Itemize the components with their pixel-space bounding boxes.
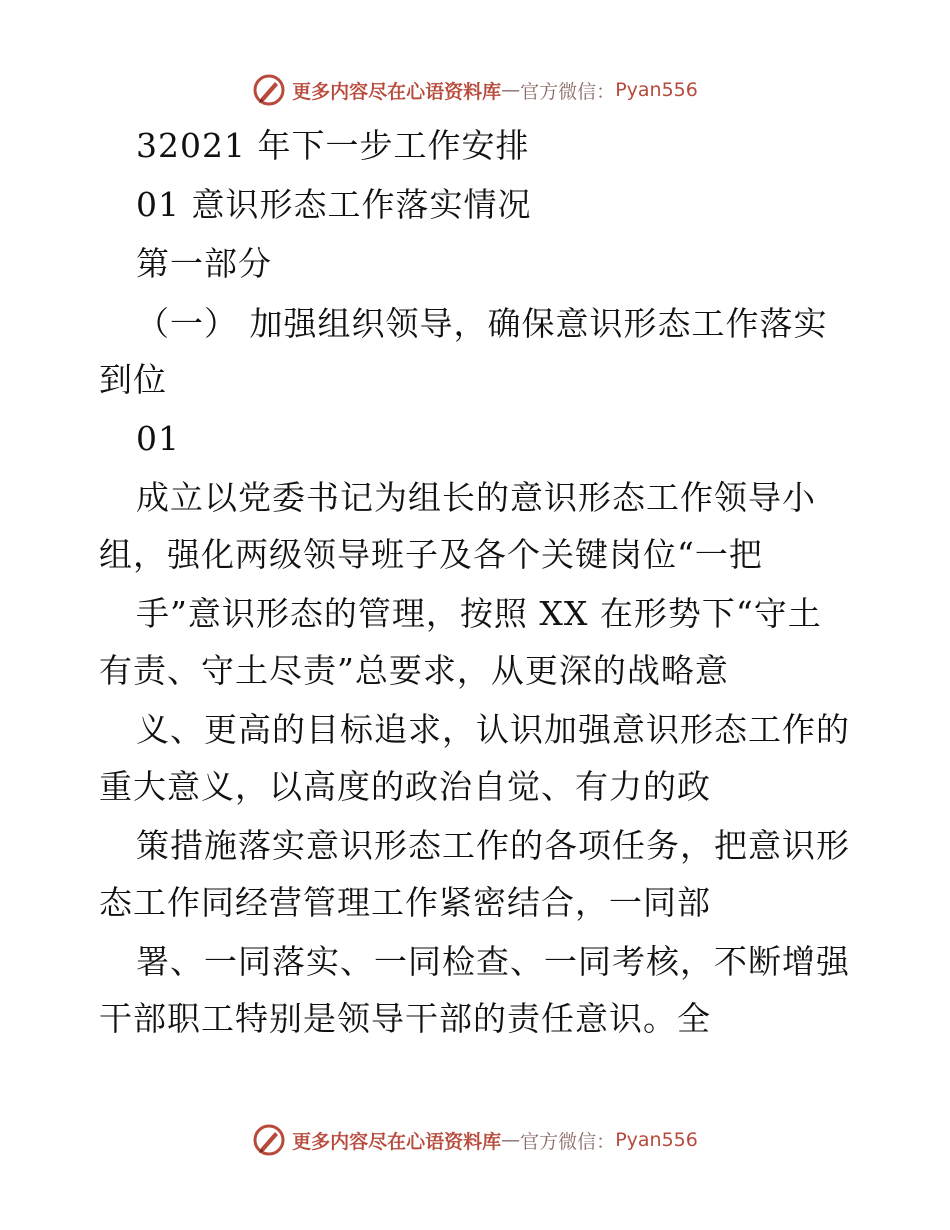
doc-line: 第一部分 [136, 244, 272, 283]
doc-line: 手”意识形态的管理，按照 XX 在形势下“守土 [136, 594, 822, 633]
doc-line: 策措施落实意识形态工作的各项任务，把意识形 [136, 826, 850, 865]
watermark-main-text: 更多内容尽在心语资料库 [292, 1130, 502, 1153]
doc-line: 组，强化两级领导班子及各个关键岗位“一把 [99, 535, 763, 574]
doc-line: 到位 [99, 360, 167, 399]
doc-line: 署、一同落实、一同检查、一同考核，不断增强 [136, 942, 850, 981]
doc-line: （一） 加强组织领导，确保意识形态工作落实 [136, 304, 828, 343]
watermark-account: Pyan556 [615, 1129, 698, 1151]
doc-line: 32021 年下一步工作安排 [136, 126, 530, 165]
watermark-dash: — [501, 1129, 521, 1151]
pen-logo-icon [252, 1123, 286, 1157]
doc-line: 成立以党委书记为组长的意识形态工作领导小 [136, 478, 816, 517]
footer-watermark [0, 1120, 950, 1160]
watermark-sub-text: 官方微信： [520, 80, 616, 103]
watermark-dash: — [501, 79, 521, 101]
doc-line: 重大意义，以高度的政治自觉、有力的政 [99, 767, 711, 806]
doc-line: 态工作同经营管理工作紧密结合，一同部 [99, 883, 711, 922]
doc-line: 义、更高的目标追求，认识加强意识形态工作的 [136, 710, 850, 749]
watermark-main-text: 更多内容尽在心语资料库 [292, 80, 502, 103]
watermark-sub-text: 官方微信： [520, 1130, 616, 1153]
pen-logo-icon [252, 73, 286, 107]
doc-line: 01 意识形态工作落实情况 [136, 185, 532, 224]
doc-line: 干部职工特别是领导干部的责任意识。全 [99, 999, 711, 1038]
doc-line: 01 [136, 419, 180, 458]
doc-line: 有责、守土尽责”总要求，从更深的战略意 [99, 651, 729, 690]
watermark-account: Pyan556 [615, 79, 698, 101]
header-watermark [0, 70, 950, 110]
